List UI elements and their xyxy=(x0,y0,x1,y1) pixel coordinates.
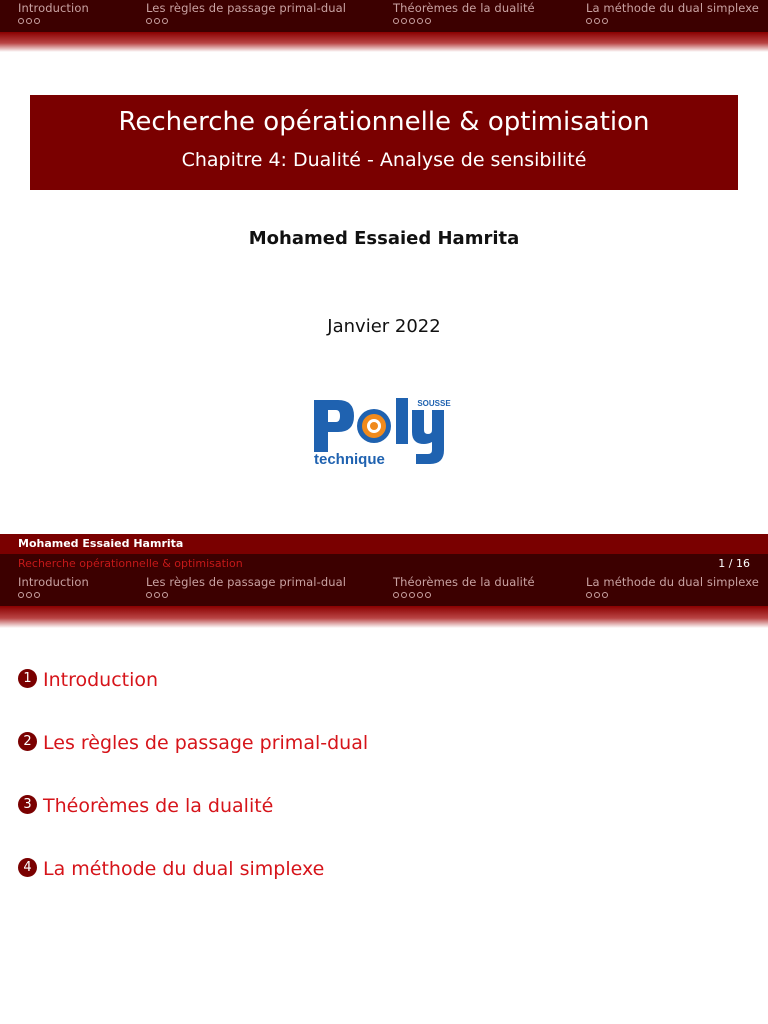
nav-section-label[interactable]: La méthode du dual simplexe xyxy=(586,575,759,589)
nav-section-label[interactable]: Les règles de passage primal-dual xyxy=(146,1,347,15)
toc-item-duality-theorems[interactable] xyxy=(18,795,273,817)
logo-word: technique xyxy=(314,451,385,468)
presentation-date: Janvier 2022 xyxy=(327,316,441,337)
footer-title[interactable]: Recherche opérationnelle & optimisation xyxy=(0,554,768,574)
toc-number-badge: 1 xyxy=(18,669,37,688)
toc-item-label[interactable]: Théorèmes de la dualité xyxy=(43,795,274,817)
subsection-dots[interactable] xyxy=(18,590,89,602)
subsection-dots[interactable] xyxy=(586,590,759,602)
toc-item-label[interactable]: La méthode du dual simplexe xyxy=(43,858,325,880)
toc-number-badge: 2 xyxy=(18,732,37,751)
logo-tag: SOUSSE xyxy=(417,399,451,408)
section-navigation xyxy=(0,0,768,32)
header-shadow xyxy=(0,606,768,628)
nav-section-passage-rules[interactable] xyxy=(146,575,346,602)
nav-section-label[interactable]: Introduction xyxy=(18,1,89,15)
subsection-dots[interactable] xyxy=(146,16,346,28)
subsection-dots[interactable] xyxy=(18,16,89,28)
nav-section-dual-simplex[interactable] xyxy=(586,1,759,28)
title-block xyxy=(30,95,738,190)
subsection-dots[interactable] xyxy=(393,16,535,28)
toc-item-label[interactable]: Introduction xyxy=(43,669,159,691)
nav-section-label[interactable]: Introduction xyxy=(18,575,89,589)
toc-item-label[interactable]: Les règles de passage primal-dual xyxy=(43,732,369,754)
section-navigation xyxy=(0,574,768,606)
nav-section-duality-theorems[interactable] xyxy=(393,1,535,28)
subsection-dots[interactable] xyxy=(586,16,759,28)
nav-section-label[interactable]: Les règles de passage primal-dual xyxy=(146,575,347,589)
nav-section-introduction[interactable] xyxy=(18,1,89,28)
header-shadow xyxy=(0,32,768,52)
footer xyxy=(0,534,768,574)
toc-item-introduction[interactable] xyxy=(18,669,158,691)
page-number: 1 / 16 xyxy=(718,557,750,570)
subsection-dots[interactable] xyxy=(393,590,535,602)
subsection-dots[interactable] xyxy=(146,590,346,602)
nav-section-label[interactable]: Théorèmes de la dualité xyxy=(393,1,535,15)
nav-section-passage-rules[interactable] xyxy=(146,1,346,28)
toc-number-badge: 4 xyxy=(18,858,37,877)
nav-section-duality-theorems[interactable] xyxy=(393,575,535,602)
toc-item-dual-simplex[interactable] xyxy=(18,858,324,880)
nav-section-dual-simplex[interactable] xyxy=(586,575,759,602)
toc-number-badge: 3 xyxy=(18,795,37,814)
nav-section-label[interactable]: Théorèmes de la dualité xyxy=(393,575,535,589)
presentation-title: Recherche opérationnelle & optimisation xyxy=(118,107,650,137)
nav-section-label[interactable]: La méthode du dual simplexe xyxy=(586,1,759,15)
toc-item-passage-rules[interactable] xyxy=(18,732,368,754)
author-name: Mohamed Essaied Hamrita xyxy=(248,228,520,249)
outline-slide xyxy=(0,534,768,1024)
nav-section-introduction[interactable] xyxy=(18,575,89,602)
footer-author: Mohamed Essaied Hamrita xyxy=(0,534,768,554)
polytechnique-sousse-logo xyxy=(312,396,460,468)
presentation-subtitle: Chapitre 4: Dualité - Analyse de sensibilité xyxy=(181,149,587,171)
